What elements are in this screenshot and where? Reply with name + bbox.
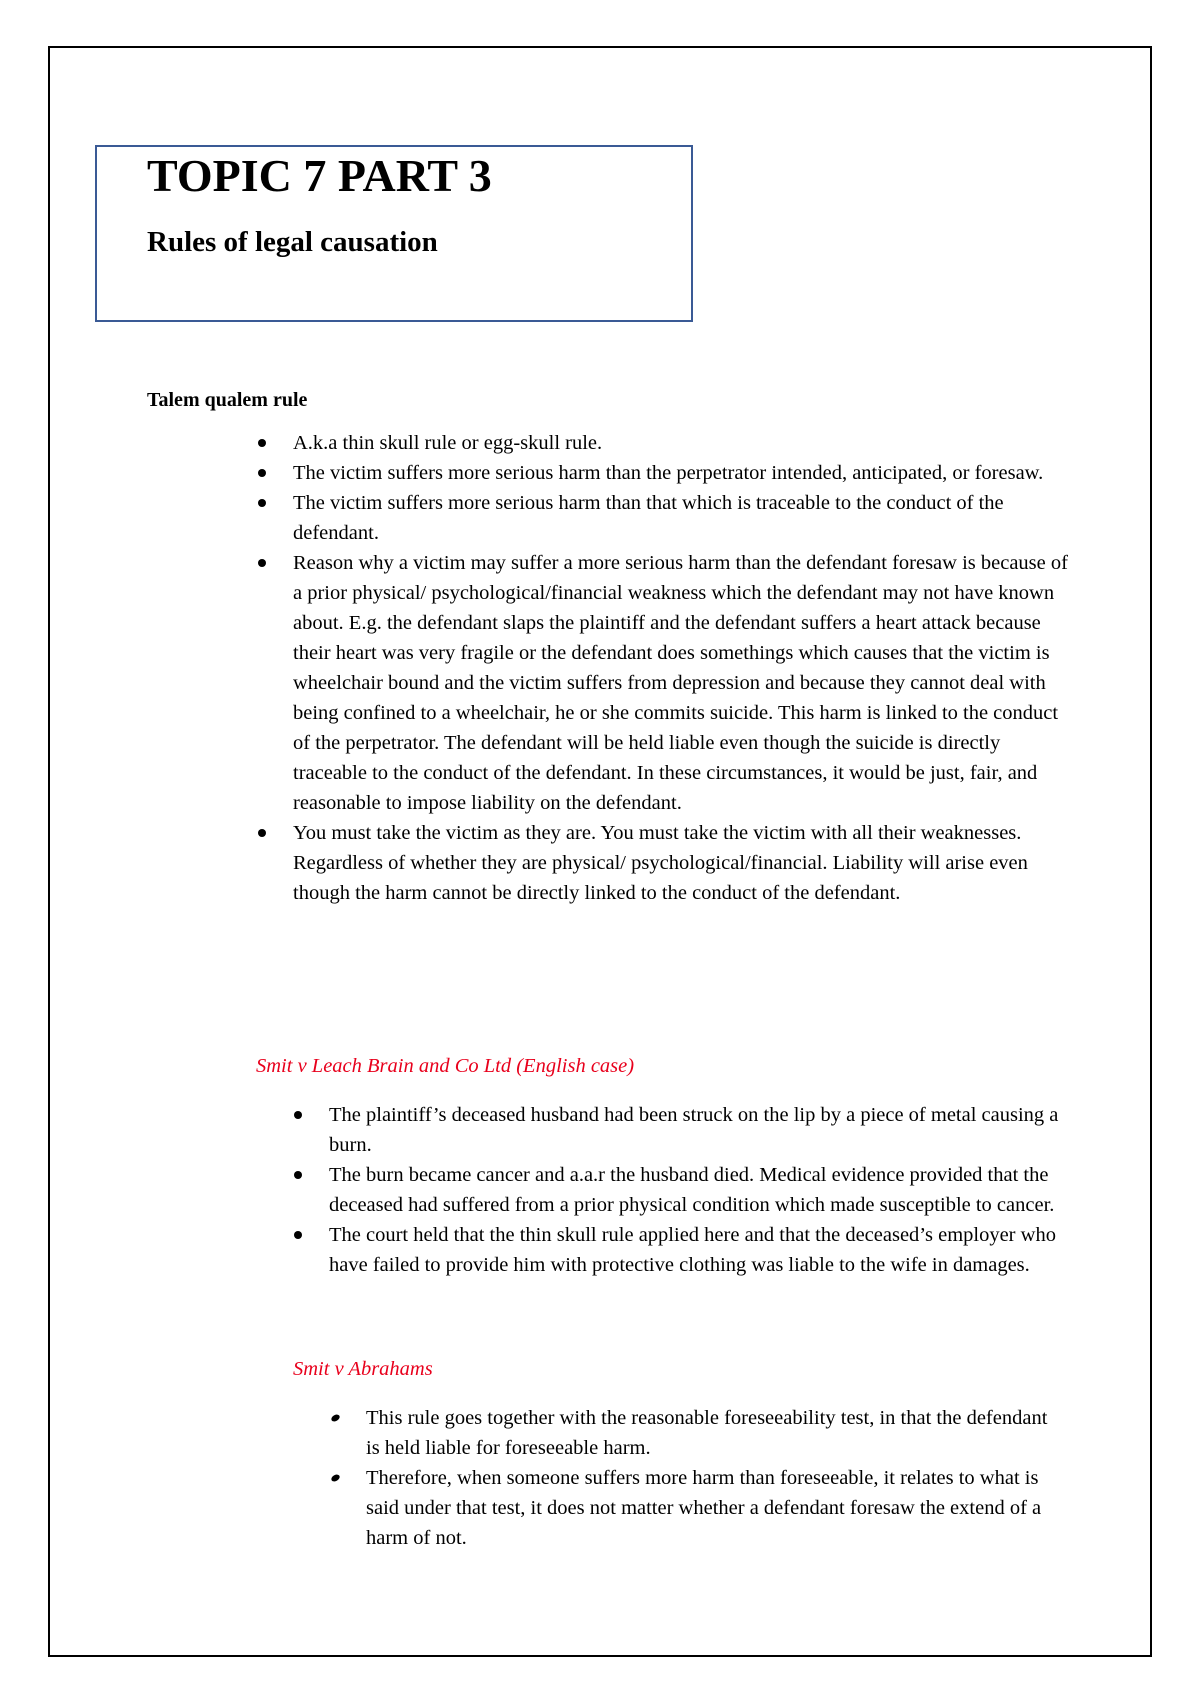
smit-v-abrahams-bullet-list	[366, 1403, 1066, 1553]
smit-v-leach-bullet-list	[329, 1100, 1069, 1280]
list-item: The victim suffers more serious harm than that which is traceable to the conduct of the defendant.	[293, 488, 1073, 548]
list-item: Therefore, when someone suffers more harm than foreseeable, it relates to what is said under that test, it does not matter whether a defendant foresaw the extend of a harm of not.	[366, 1463, 1066, 1553]
list-item: A.k.a thin skull rule or egg-skull rule.	[293, 428, 1073, 458]
list-item: The victim suffers more serious harm than the perpetrator intended, anticipated, or foresaw.	[293, 458, 1073, 488]
list-item: Reason why a victim may suffer a more serious harm than the defendant foresaw is because of a prior physical/ psychological/financial weakness which the defendant may not have known about. E.g. the defendant slaps the plaintiff and the defendant suffers a heart attack because their heart was very fragile or the defendant does somethings which causes that the victim is wheelchair bound and the victim suffers from depression and because they cannot deal with being confined to a wheelchair, he or she commits suicide. This harm is linked to the conduct of the perpetrator. The defendant will be held liable even though the suicide is directly traceable to the conduct of the defendant. In these circumstances, it would be just, fair, and reasonable to impose liability on the defendant.	[293, 548, 1073, 818]
list-item: You must take the victim as they are. You must take the victim with all their weaknesses. Regardless of whether they are physical/ psychological/financial. Liability will arise even though the harm cannot be directly linked to the conduct of the defendant.	[293, 818, 1073, 908]
section-heading-talem-qualem: Talem qualem rule	[147, 389, 308, 411]
list-item: The burn became cancer and a.a.r the husband died. Medical evidence provided that the deceased had suffered from a prior physical condition which made susceptible to cancer.	[329, 1160, 1069, 1220]
list-item: The court held that the thin skull rule applied here and that the deceased’s employer who have failed to provide him with protective clothing was liable to the wife in damages.	[329, 1220, 1069, 1280]
list-item: This rule goes together with the reasonable foreseeability test, in that the defendant is held liable for foreseeable harm.	[366, 1403, 1066, 1463]
page-subtitle: Rules of legal causation	[147, 226, 438, 258]
case-heading-smit-v-leach: Smit v Leach Brain and Co Ltd (English case)	[256, 1055, 635, 1077]
list-item: The plaintiff’s deceased husband had been struck on the lip by a piece of metal causing a burn.	[329, 1100, 1069, 1160]
talem-qualem-bullet-list	[293, 428, 1073, 908]
page-title: TOPIC 7 PART 3	[147, 150, 492, 201]
case-heading-smit-v-abrahams: Smit v Abrahams	[293, 1358, 433, 1380]
